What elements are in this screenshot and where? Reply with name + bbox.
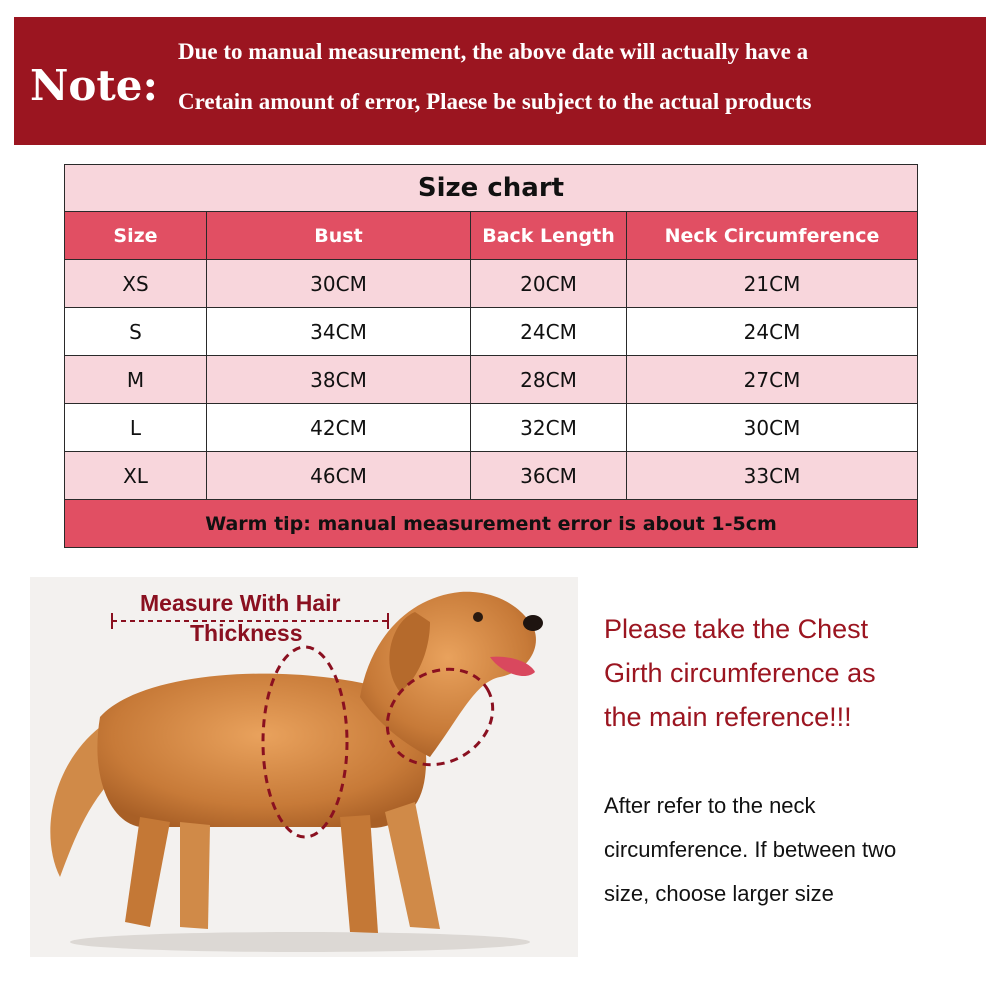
dog-leg-front-right <box>385 802 440 929</box>
cell-neck: 30CM <box>627 404 918 452</box>
cell-back-length: 24CM <box>471 308 627 356</box>
reference-line-2: Girth circumference as <box>604 658 876 688</box>
cell-back-length: 32CM <box>471 404 627 452</box>
note-text-line-2: Cretain amount of error, Plaese be subject to the actual products <box>178 89 812 114</box>
dog-leg-back-left <box>125 817 170 927</box>
cell-neck: 24CM <box>627 308 918 356</box>
cell-neck: 27CM <box>627 356 918 404</box>
cell-neck: 21CM <box>627 260 918 308</box>
dog-leg-back-right <box>180 822 210 929</box>
table-row <box>65 308 918 356</box>
cell-size: L <box>65 404 207 452</box>
size-chart-title: Size chart <box>65 165 918 212</box>
size-chart-table <box>64 164 918 548</box>
note-text-line-1: Due to manual measurement, the above date will actually have a <box>178 39 809 64</box>
cell-back-length: 20CM <box>471 260 627 308</box>
measure-label-line-1: Measure With Hair <box>140 590 341 616</box>
dog-photo <box>30 577 578 957</box>
cell-bust: 34CM <box>207 308 471 356</box>
header-bust: Bust <box>207 212 471 260</box>
cell-back-length: 28CM <box>471 356 627 404</box>
table-row <box>65 404 918 452</box>
header-size: Size <box>65 212 207 260</box>
cell-neck: 33CM <box>627 452 918 500</box>
cell-bust: 30CM <box>207 260 471 308</box>
dog-illustration <box>30 577 578 957</box>
cell-bust: 38CM <box>207 356 471 404</box>
cell-back-length: 36CM <box>471 452 627 500</box>
header-neck-circumference: Neck Circumference <box>627 212 918 260</box>
table-header-row <box>65 212 918 260</box>
cell-size: M <box>65 356 207 404</box>
table-row <box>65 452 918 500</box>
cell-size: XL <box>65 452 207 500</box>
note-banner <box>14 17 986 145</box>
reference-line-3: the main reference!!! <box>604 702 852 732</box>
cell-size: S <box>65 308 207 356</box>
cell-size: XS <box>65 260 207 308</box>
size-chart-title-row <box>65 165 918 212</box>
table-row <box>65 260 918 308</box>
ground-shadow <box>70 932 530 952</box>
advice-line-1: After refer to the neck <box>604 793 816 818</box>
advice-line-2: circumference. If between two <box>604 837 897 862</box>
note-label: Note: <box>30 61 159 110</box>
reference-line-1: Please take the Chest <box>604 614 869 644</box>
cell-bust: 42CM <box>207 404 471 452</box>
warm-tip: Warm tip: manual measurement error is about 1-5cm <box>65 500 918 548</box>
header-back-length: Back Length <box>471 212 627 260</box>
dog-leg-front-left <box>340 815 378 933</box>
measure-label-line-2: Thickness <box>190 620 303 646</box>
warm-tip-row <box>65 500 918 548</box>
advice-line-3: size, choose larger size <box>604 881 834 906</box>
table-row <box>65 356 918 404</box>
cell-bust: 46CM <box>207 452 471 500</box>
dog-eye <box>473 612 483 622</box>
dog-nose <box>523 615 543 631</box>
